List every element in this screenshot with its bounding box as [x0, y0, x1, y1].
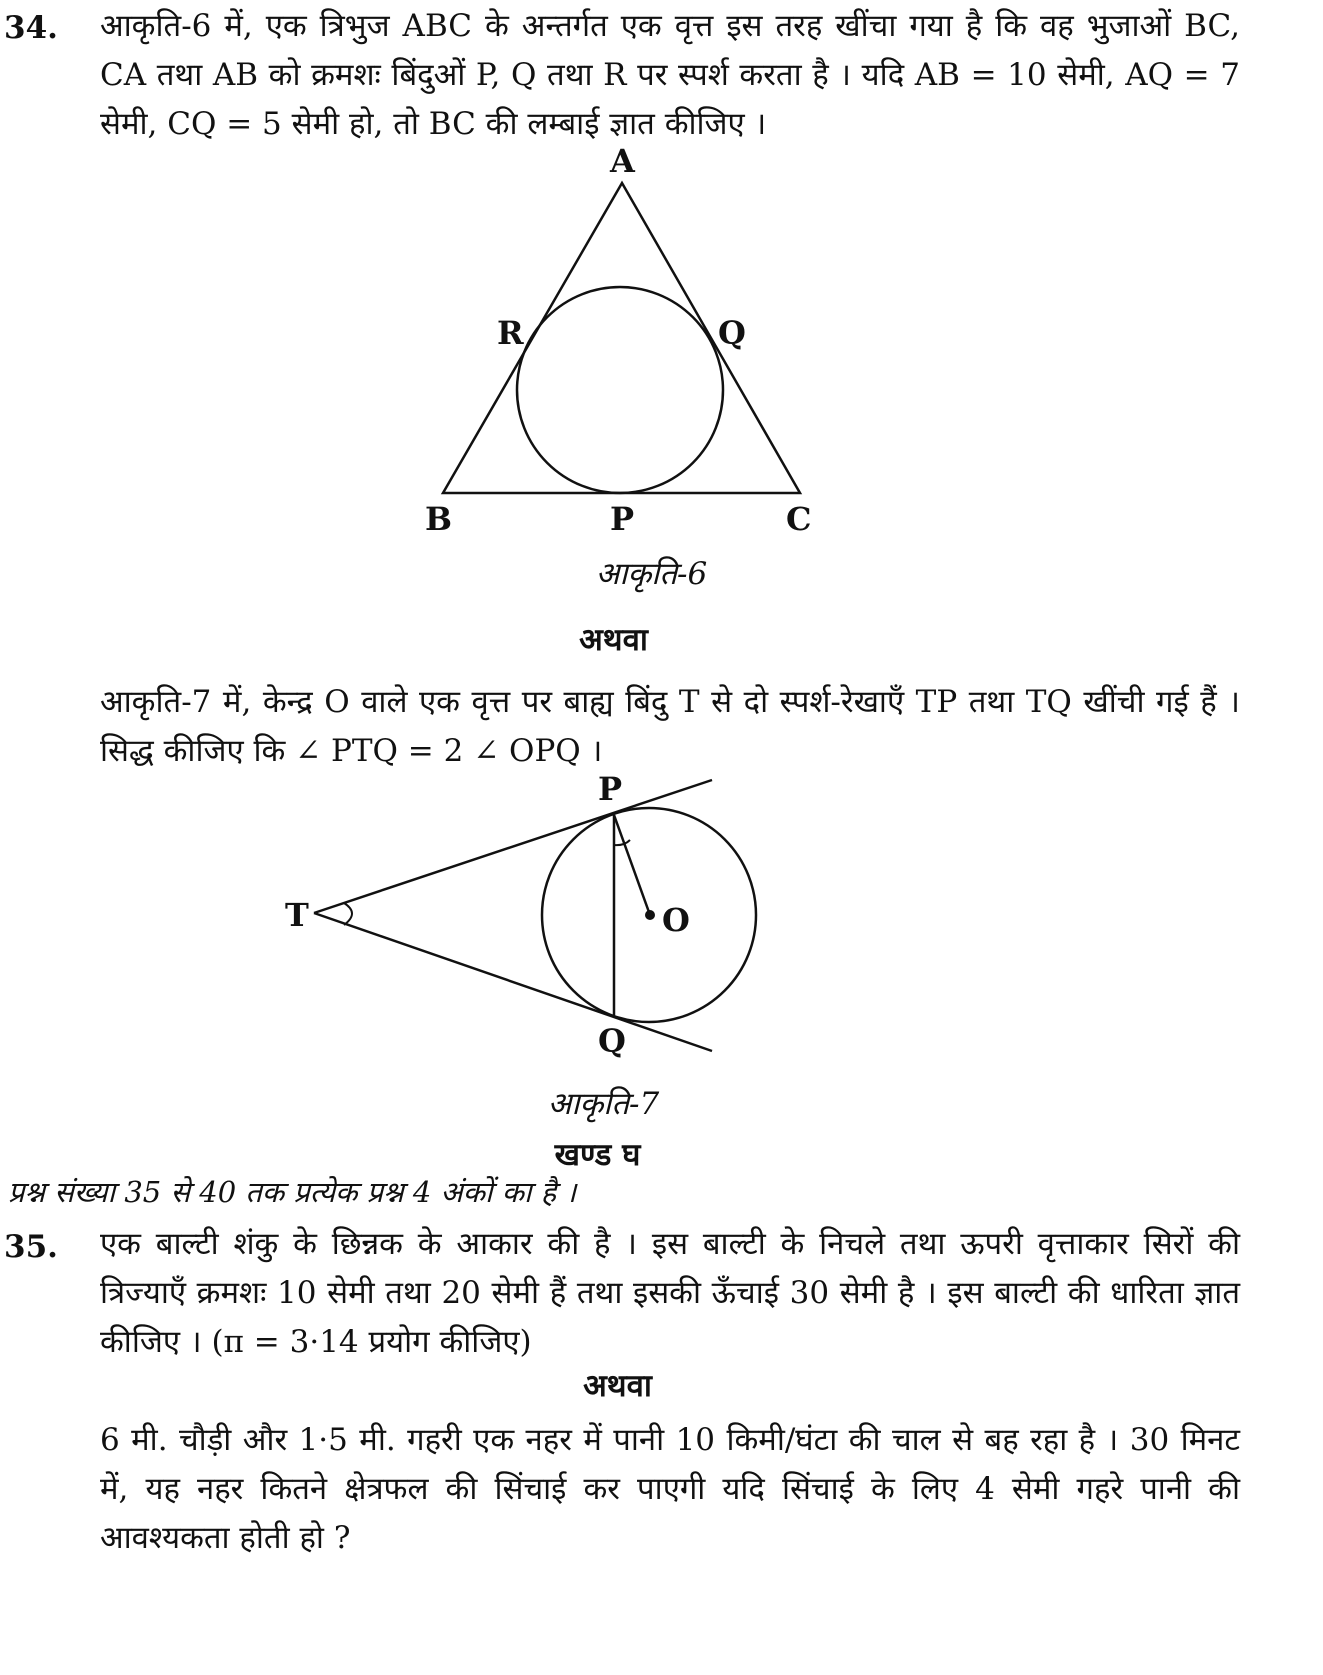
- section-instruction: प्रश्न संख्या 35 से 40 तक प्रत्येक प्रश्न 4 अंकों का है ।: [8, 1175, 577, 1209]
- question-number-34: 34.: [4, 10, 58, 46]
- angle-ptq-arc: [344, 903, 352, 925]
- label-q: Q: [718, 314, 746, 352]
- center-o-dot: [645, 910, 655, 920]
- label-b: B: [425, 500, 453, 538]
- tangent-tp: [314, 780, 712, 913]
- label-t: T: [285, 896, 309, 934]
- tangent-tq: [314, 913, 712, 1051]
- question-34-text: आकृति-6 में, एक त्रिभुज ABC के अन्तर्गत एक वृत्त इस तरह खींचा गया है कि वह भुजाओं BC, CA तथा AB को क्रमशः बिंदुओं P, Q तथा R पर स्पर्श करता है । यदि AB = 10 सेमी, AQ = 7 सेमी, CQ = 5 सेमी हो, तो BC की लम्बाई ज्ञात कीजिए ।: [100, 8, 1240, 142]
- label-o: O: [662, 901, 690, 939]
- or-label-35: अथवा: [583, 1368, 652, 1404]
- section-title: खण्ड घ: [554, 1137, 641, 1173]
- figure-7-caption: आकृति-7: [547, 1086, 660, 1122]
- label-q-fig7: Q: [598, 1022, 626, 1060]
- label-r: R: [497, 314, 524, 352]
- question-35-text: एक बाल्टी शंकु के छिन्नक के आकार की है । इस बाल्टी के निचले तथा ऊपरी वृत्ताकार सिरों की त्रिज्याएँ क्रमशः 10 सेमी तथा 20 सेमी हैं तथा इसकी ऊँचाई 30 सेमी है । इस बाल्टी की धारिता ज्ञात कीजिए । (π = 3·14 प्रयोग कीजिए): [100, 1226, 1240, 1360]
- label-c: C: [786, 500, 812, 538]
- radius-op: [614, 815, 650, 915]
- or-label-34: अथवा: [579, 622, 648, 658]
- figure-6-caption: आकृति-6: [595, 556, 708, 592]
- label-p: P: [610, 500, 635, 538]
- label-a: A: [610, 142, 635, 180]
- question-34-alt-text: आकृति-7 में, केन्द्र O वाले एक वृत्त पर बाह्य बिंदु T से दो स्पर्श-रेखाएँ TP तथा TQ खींची गई हैं । सिद्ध कीजिए कि ∠ PTQ = 2 ∠ OPQ ।: [100, 684, 1240, 769]
- question-35-alt-text: 6 मी. चौड़ी और 1·5 मी. गहरी एक नहर में पानी 10 किमी/घंटा की चाल से बह रहा है । 30 मिनट में, यह नहर कितने क्षेत्रफल की सिंचाई कर पाएगी यदि सिंचाई के लिए 4 सेमी गहरे पानी की आवश्यकता होती हो ?: [100, 1422, 1240, 1556]
- question-number-35: 35.: [4, 1229, 58, 1265]
- label-p-fig7: P: [598, 770, 623, 808]
